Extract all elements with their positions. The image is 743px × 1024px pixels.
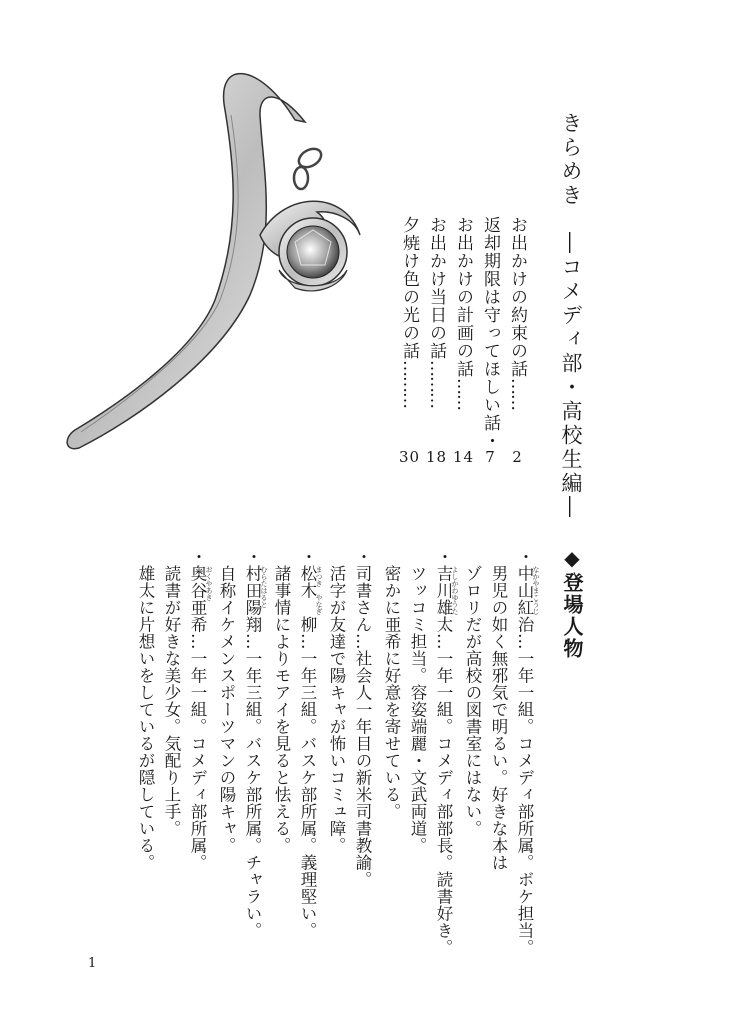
character-line: ツッコミ担当。容姿端麗・文武両道。 xyxy=(408,548,427,854)
character-line: ・中山紅治…一年一組。コメディ部所属。ボケ担当。 xyxy=(515,548,534,956)
character-line: 密かに亜希に好意を寄せている。 xyxy=(382,548,401,820)
toc-item-page: 2 xyxy=(512,448,523,466)
toc-item[interactable] xyxy=(451,216,476,466)
character-line: ・奥谷亜希…一年一組。コメディ部所属。 xyxy=(188,548,207,871)
character-line: 男児の如く無邪気で明るい。好きな本は xyxy=(489,548,508,871)
toc-item[interactable] xyxy=(397,216,422,466)
table-of-contents xyxy=(396,216,530,466)
toc-item-title: お出かけ当日の話 xyxy=(426,216,446,360)
page-number: 1 xyxy=(88,956,97,971)
furigana: おくやあき xyxy=(205,566,213,601)
toc-leader-dots: ……… xyxy=(399,360,419,408)
bookmark-illustration xyxy=(55,60,375,470)
toc-leader-dots: …… xyxy=(453,378,473,410)
character-line: ・村田陽翔…一年三組。バスケ部所属。チャラい。 xyxy=(243,548,262,939)
furigana: むらたはると xyxy=(260,566,268,608)
character-line: 雄太に片想いをしているが隠している。 xyxy=(136,548,155,871)
furigana: よしかわゆうた xyxy=(451,566,459,615)
character-line: ・司書さん…社会人一年目の新米司書教諭。 xyxy=(353,548,372,888)
toc-item-page: 30 xyxy=(398,448,421,466)
characters-heading: ◆登場人物 xyxy=(560,546,584,660)
toc-item-title: 返却期限は守ってほしい話 xyxy=(480,216,500,432)
toc-item-title: お出かけの計画の話 xyxy=(453,216,473,378)
toc-leader-dots: ……… xyxy=(426,360,446,408)
character-line: ゾロリだが高校の図書室にはない。 xyxy=(463,548,482,837)
character-line: 活字が友達で陽キャが怖いコミュ障。 xyxy=(327,548,346,854)
toc-leader-dots: ・ xyxy=(480,432,500,448)
toc-item-page: 14 xyxy=(452,448,475,466)
toc-item-page: 7 xyxy=(485,448,496,466)
toc-item[interactable] xyxy=(505,216,530,466)
toc-item-page: 18 xyxy=(425,448,448,466)
toc-item-title: お出かけの約束の話 xyxy=(507,216,527,378)
furigana: なかやまこうじ xyxy=(532,566,540,615)
furigana: まつき やなぎ xyxy=(315,566,323,615)
toc-item[interactable] xyxy=(478,216,503,466)
character-line: ・松木 柳…一年三組。バスケ部所属。義理堅い。 xyxy=(298,548,317,939)
character-line: 自称イケメンスポーツマンの陽キャ。 xyxy=(217,548,236,854)
toc-leader-dots: …… xyxy=(507,378,527,410)
character-line: 諸事情によりモアイを見ると怯える。 xyxy=(272,548,291,854)
toc-item-title: 夕焼け色の光の話 xyxy=(399,216,419,360)
toc-item[interactable] xyxy=(424,216,449,466)
character-list xyxy=(132,548,540,956)
character-line: 読書が好きな美少女。気配り上手。 xyxy=(162,548,181,837)
book-title: きらめき ―コメディ部・高校生編― xyxy=(559,112,583,520)
character-line: ・吉川雄太…一年一組。コメディ部部長。読書好き。 xyxy=(434,548,453,956)
